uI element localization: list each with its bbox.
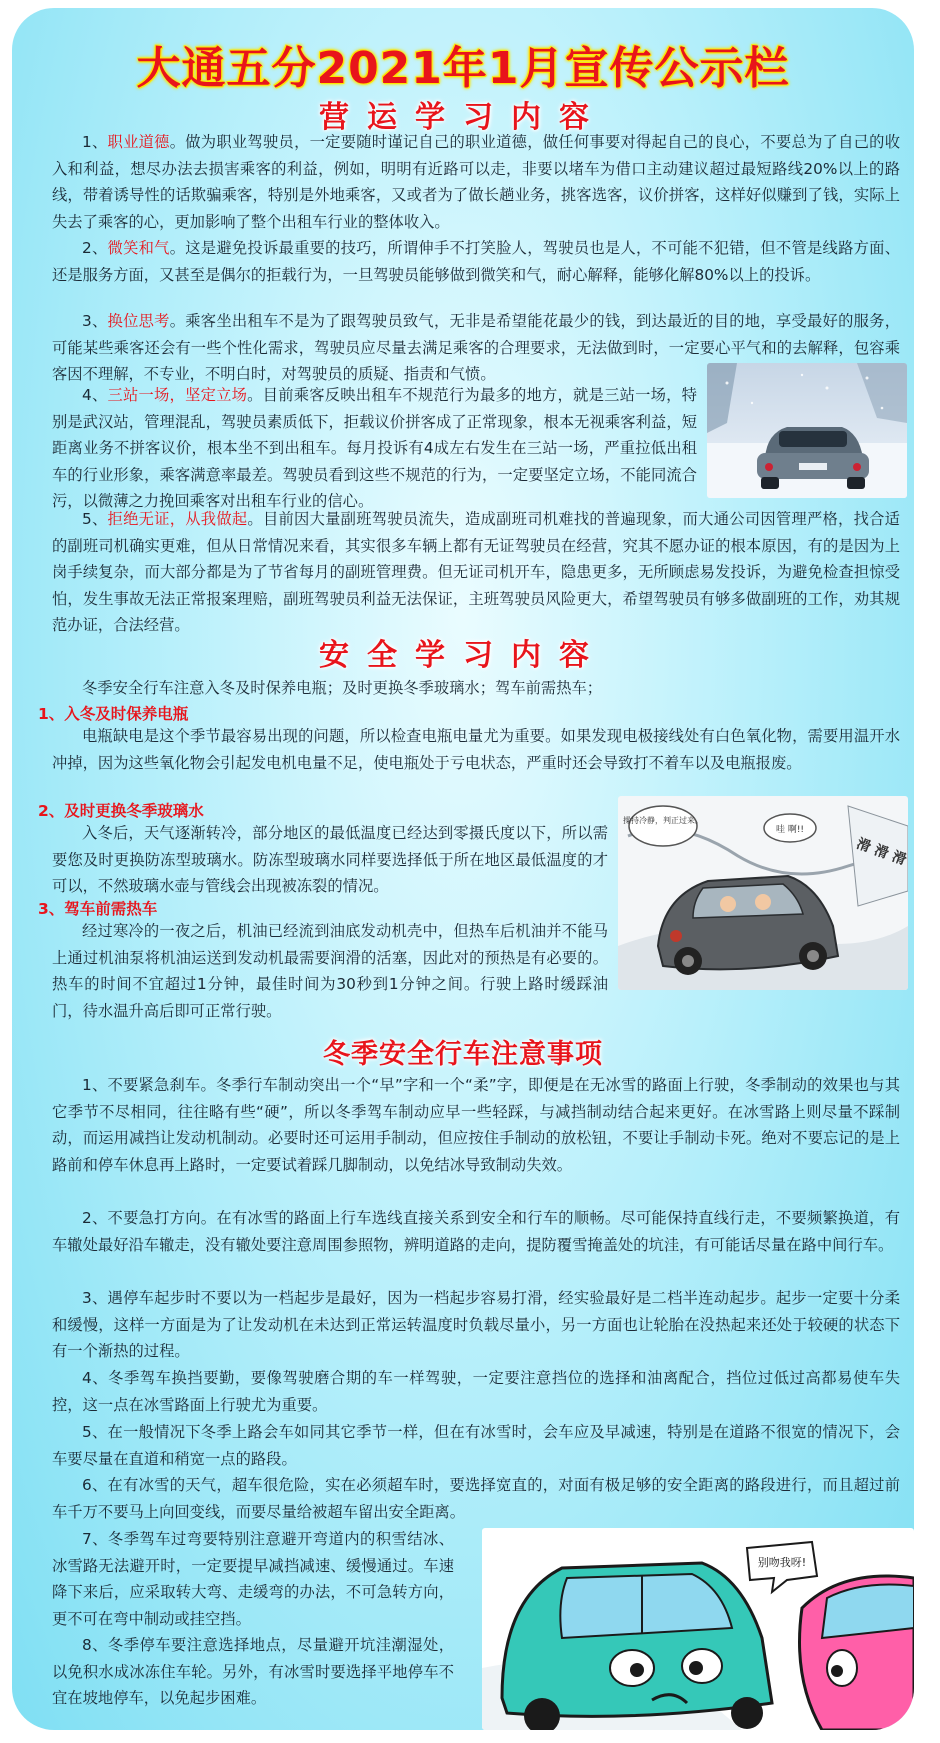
slippery-sign-text: 滑 滑 滑	[854, 835, 908, 869]
ops-item-4	[52, 382, 697, 515]
section-title-safety: 安全学习内容	[319, 638, 607, 673]
safety-text-1: 电瓶缺电是这个季节最容易出现的问题，所以检查电瓶电量尤为重要。如果发现电极接线处有白色氧化物，需要用温开水冲掉，因为这些氧化物会引起发电机电量不足，使电瓶处于亏电状态，严重时还会导致打不着车以及电瓶报废。	[52, 727, 900, 772]
safety-heading-2: 2、及时更换冬季玻璃水	[38, 802, 204, 820]
icy-road-cartoon	[618, 796, 908, 990]
bubble-text-2: 哇 啊!!	[775, 825, 805, 835]
item-keyword: 拒绝无证，从我做起	[107, 510, 248, 528]
cartoon-bubble-text: 别吻我呀!	[757, 1556, 807, 1569]
ops-item-5	[52, 506, 900, 639]
item-text: 。这是避免投诉最重要的技巧，所谓伸手不打笑脸人，驾驶员也是人，不可能不犯错，但不管是线路方面、还是服务方面，又甚至是偶尔的拒载行为，一旦驾驶员能够做到微笑和气，耐心解释，能够化解80%以上的投诉。	[52, 239, 900, 284]
winter-item-7: 7、冬季驾车过弯要特别注意避开弯道内的积雪结冰、冰雪路无法避开时，一定要提早减挡减速、缓慢通过。车速降下来后，应采取转大弯、走缓弯的办法，不可急转方向，更不可在弯中制动或挂空挡。	[52, 1530, 454, 1628]
item-keyword: 职业道德	[107, 133, 170, 151]
safety-intro: 冬季安全行车注意入冬及时保养电瓶；及时更换冬季玻璃水；驾车前需热车；	[82, 679, 603, 697]
section-title-operations: 营运学习内容	[319, 100, 607, 135]
item-text: 。做为职业驾驶员，一定要随时谨记自己的职业道德，做任何事要对得起自己的良心，不要总为了自己的收入和利益，想尽办法去损害乘客的利益，例如，明明有近路可以走，非要以堵车为借口主动建议超过最短路线20%以上的路线，带着诱导性的话欺骗乘客，特别是外地乘客，又或者为了做长趟业务，挑客选客，议价拼客，这样好似赚到了钱，实际上失去了乘客的心，更加影响了整个出租车行业的整体收入。	[52, 133, 900, 231]
item-number: 3、	[82, 312, 108, 330]
winter-item-2: 2、不要急打方向。在有冰雪的路面上行车选线直接关系到安全和行车的顺畅。尽可能保持直线行走，不要频繁换道，有车辙处最好沿车辙走，没有辙处要注意周围参照物，辨明道路的走向，提防覆雪掩盖处的坑洼，有可能话尽量在路中间行车。	[52, 1209, 900, 1254]
item-keyword: 三站一场，坚定立场	[107, 386, 248, 404]
item-text: 。乘客坐出租车不是为了跟驾驶员致气，无非是希望能花最少的钱，到达最近的目的地，享受最好的服务，可能某些乘客还会有一些个性化需求，驾驶员应尽量去满足乘客的合理要求，无法做到时，一定要心平气和的去解释，包容乘客因不理解，不专业，不明白时，对驾驶员的质疑、指责和气愤。	[52, 312, 900, 383]
item-number: 2、	[82, 239, 108, 257]
section-title-winter: 冬季安全行车注意事项	[323, 1039, 603, 1070]
bulletin-board	[12, 8, 914, 1730]
winter-item-4: 4、冬季驾车换挡要勤，要像驾驶磨合期的车一样驾驶，一定要注意挡位的选择和油离配合，挡位过低过高都易使车失控，这一点在冰雪路面上行驶尤为重要。	[52, 1369, 900, 1414]
winter-item-6: 6、在有冰雪的天气，超车很危险，实在必须超车时，要选择宽直的，对面有极足够的安全距离的路段进行，而且超过前车千万不要马上向回变线，而要尽量给被超车留出安全距离。	[52, 1476, 900, 1521]
snow-car-photo	[707, 363, 907, 498]
item-number: 5、	[82, 510, 108, 528]
safety-heading-1: 1、入冬及时保养电瓶	[38, 705, 189, 723]
bubble-text-1: 操持冷静，判正过来。	[623, 816, 703, 825]
item-number: 1、	[82, 133, 108, 151]
safety-text-2: 入冬后，天气逐渐转冷，部分地区的最低温度已经达到零摄氏度以下，所以需要您及时更换防冻型玻璃水。防冻型玻璃水同样要选择低于所在地区最低温度的才可以，不然玻璃水壶与管线会出现被冻裂的情况。	[52, 824, 608, 895]
ops-item-2	[52, 235, 900, 288]
item-text: 。目前因大量副班驾驶员流失，造成副班司机难找的普遍现象，而大通公司因管理严格，找合适的副班司机确实更难，但从日常情况来看，其实很多车辆上都有无证驾驶员在经营，究其不愿办证的根本原因，有的是因为上岗手续复杂，而大部分都是为了节省每月的副班管理费。但无证司机开车，隐患更多，无所顾虑易发投诉，为避免检查担惊受怕，发生事故无法正常报案理赔，副班驾驶员利益无法保证，主班驾驶员风险更大，希望驾驶员有够多做副班的工作，劝其规范办证，合法经营。	[52, 510, 900, 634]
winter-item-3: 3、遇停车起步时不要以为一档起步是最好，因为一档起步容易打滑，经实验最好是二档半连动起步。起步一定要十分柔和缓慢，这样一方面是为了让发动机在未达到正常运转温度时负载尽量小，另一方面也让轮胎在没热起来还处于较硬的状态下有一个渐热的过程。	[52, 1289, 900, 1360]
winter-item-8: 8、冬季停车要注意选择地点，尽量避开坑洼潮湿处，以免积水成冰冻住车轮。另外，有冰雪时要选择平地停车不宜在坡地停车，以免起步困难。	[52, 1636, 454, 1707]
item-keyword: 换位思考	[107, 312, 170, 330]
item-text: 。目前乘客反映出租车不规范行为最多的地方，就是三站一场，特别是武汉站，管理混乱，驾驶员素质低下，拒载议价拼客成了正常现象，根本无视乘客利益，短距离业务不拼客议价，根本坐不到出租车。每月投诉有4成左右发生在三站一场，严重拉低出租车的行业形象，乘客满意率最差。驾驶员看到这些不规范的行为，一定要坚定立场，不能同流合污，以微薄之力挽回乘客对出租车行业的信心。	[52, 386, 697, 510]
page-title: 大通五分2021年1月宣传公示栏	[136, 43, 790, 94]
item-number: 4、	[82, 386, 108, 404]
cars-cartoon	[482, 1528, 914, 1730]
safety-heading-3: 3、驾车前需热车	[38, 900, 158, 918]
item-keyword: 微笑和气	[107, 239, 170, 257]
winter-item-1: 1、不要紧急刹车。冬季行车制动突出一个“早”字和一个“柔”字，即便是在无冰雪的路面上行驶，冬季制动的效果也与其它季节不尽相同，往往略有些“硬”，所以冬季驾车制动应早一些轻踩，与减挡制动结合起来更好。在冰雪路上则尽量不踩制动，而运用减挡让发动机制动。必要时还可运用手制动，但应按住手制动的放松钮，不要让手制动卡死。绝对不要忘记的是上路前和停车休息再上路时，一定要试着踩几脚制动，以免结冰导致制动失效。	[52, 1076, 900, 1174]
ops-item-1	[52, 129, 900, 235]
winter-item-5: 5、在一般情况下冬季上路会车如同其它季节一样，但在有冰雪时，会车应及早减速，特别是在道路不很宽的情况下，会车要尽量在直道和稍宽一点的路段。	[52, 1423, 900, 1468]
safety-text-3: 经过寒冷的一夜之后，机油已经流到油底发动机壳中，但热车后机油并不能马上通过机油泵将机油运送到发动机最需要润滑的活塞，因此对的预热是有必要的。热车的时间不宜超过1分钟，最佳时间为30秒到1分钟之间。行驶上路时缓踩油门，待水温升高后即可正常行驶。	[52, 922, 608, 1020]
